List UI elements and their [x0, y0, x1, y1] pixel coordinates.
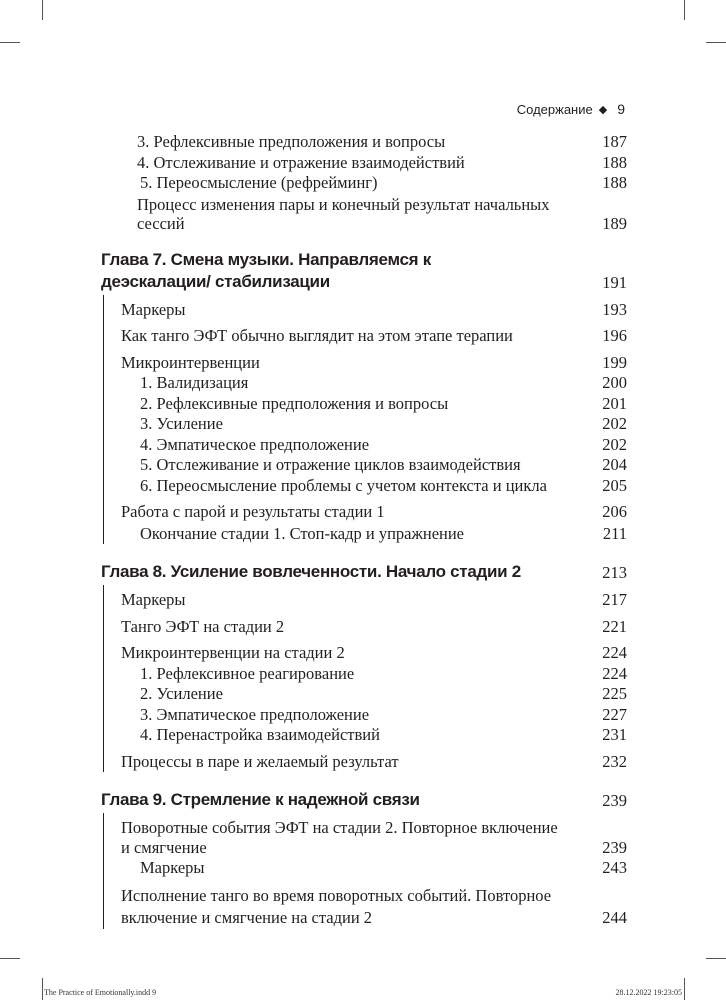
toc-entry-page: 224 [602, 643, 627, 662]
toc-entry-page: 211 [602, 523, 627, 543]
toc-entry-page: 196 [602, 326, 627, 345]
toc-entry-page: 206 [602, 502, 627, 521]
toc-entry-title: 5. Переосмысление (рефрейминг) [140, 173, 378, 192]
toc-entry[interactable] [104, 455, 627, 476]
toc-entry-page: 221 [602, 616, 627, 636]
toc-entry[interactable] [101, 153, 627, 174]
toc-entry[interactable] [104, 885, 627, 929]
toc-entry-title: Процессы в паре и желаемый результат [121, 751, 399, 771]
toc-entry-page: 243 [602, 858, 627, 877]
toc-entry-title: 2. Рефлексивные предположения и вопросы [140, 393, 449, 413]
toc-entry[interactable] [104, 818, 627, 858]
toc-entry-title: 6. Переосмысление проблемы с учетом контекста и цикла [140, 475, 547, 495]
toc-entry-title: 4. Эмпатическое предположение [140, 434, 370, 454]
toc-entry[interactable] [104, 752, 627, 773]
crop-mark [684, 0, 685, 20]
toc-entry[interactable] [104, 300, 627, 321]
toc-entry-title: 3. Усиление [140, 414, 223, 433]
toc-entry-title: 3. Эмпатическое предположение [140, 704, 370, 724]
chapter-heading[interactable] [101, 789, 627, 811]
toc-entry-title: 4. Отслеживание и отражение взаимодействий [137, 152, 465, 172]
toc-entry-page: 199 [602, 352, 627, 372]
crop-mark [42, 0, 43, 20]
toc-entry[interactable] [104, 524, 627, 545]
toc-entry-title: Танго ЭФТ на стадии 2 [121, 616, 285, 636]
toc-entry-page: 227 [602, 704, 627, 724]
toc-entry[interactable] [104, 617, 627, 638]
toc-entry-page: 204 [602, 455, 627, 474]
toc-entry-page: 202 [602, 414, 627, 433]
toc-entry-page: 224 [602, 663, 627, 683]
toc-entry[interactable] [104, 373, 627, 394]
toc-entry[interactable] [104, 476, 627, 497]
toc-entry-page: 232 [602, 751, 627, 771]
toc-entry-title: Процесс изменения пары и конечный результат начальных сессий [137, 194, 550, 233]
toc-entry-page: 202 [602, 434, 627, 454]
toc-entry[interactable] [104, 394, 627, 415]
toc-entry-title: 3. Рефлексивные предположения и вопросы [137, 132, 446, 151]
crop-mark [706, 42, 726, 43]
toc-entry-title: Маркеры [121, 590, 186, 609]
diamond-icon: ◆ [598, 103, 608, 116]
toc-entry-title: Как танго ЭФТ обычно выглядит на этом этапе терапии [121, 326, 513, 345]
toc-entry-page: 201 [602, 393, 627, 413]
toc-entry[interactable] [104, 435, 627, 456]
toc-entry-page: 200 [602, 373, 627, 392]
toc-entry[interactable] [101, 132, 627, 153]
toc-entry-page: 239 [602, 838, 627, 857]
chapter-page: 213 [602, 563, 627, 582]
toc-entry-page: 188 [602, 173, 627, 192]
toc-entry[interactable] [104, 590, 627, 611]
toc-entry-title: 2. Усиление [140, 684, 223, 703]
chapter-9-section-list [103, 813, 627, 929]
toc-entry-title: 5. Отслеживание и отражение циклов взаимодействия [140, 455, 521, 474]
toc-entry-title: Работа с парой и результаты стадии 1 [121, 502, 385, 521]
toc-entry[interactable] [104, 643, 627, 664]
toc-entry-title: Микроинтервенции [121, 352, 260, 372]
toc-entry[interactable] [104, 725, 627, 746]
chapter-title: Глава 8. Усиление вовлеченности. Начало стадии 2 [101, 562, 521, 581]
toc-entry-title: 1. Рефлексивное реагирование [140, 663, 355, 683]
chapter-7-section-list [103, 295, 627, 545]
chapter-title: Глава 9. Стремление к надежной связи [101, 790, 420, 809]
toc-entry[interactable] [104, 502, 627, 523]
toc-entry-title: 4. Перенастройка взаимодействий [140, 725, 380, 744]
toc-entry[interactable] [104, 353, 627, 374]
toc-entry-page: 193 [602, 299, 627, 319]
toc-entry-title: Маркеры [140, 858, 205, 877]
toc-entry-title: Поворотные события ЭФТ на стадии 2. Повторное включение и смягчение [121, 818, 558, 857]
page-number: 9 [617, 101, 625, 117]
toc-entry-page: 244 [602, 907, 627, 927]
crop-mark [42, 978, 43, 1000]
toc-entry[interactable] [101, 195, 627, 233]
toc-entry-title: 1. Валидизация [140, 373, 249, 392]
toc-entry-title: Исполнение танго во время поворотных событий. Повторное включение и смягчение на стадии 2 [121, 885, 552, 927]
toc-entry[interactable] [104, 705, 627, 726]
toc-entry-title: Микроинтервенции на стадии 2 [121, 643, 345, 662]
toc-entry[interactable] [104, 326, 627, 347]
print-slug-filename: The Practice of Emotionally.indd 9 [44, 988, 157, 997]
chapter-page: 191 [602, 272, 627, 292]
toc-entry[interactable] [101, 173, 627, 194]
chapter-8-section-list [103, 585, 627, 772]
toc-entry-page: 217 [602, 590, 627, 609]
toc-entry-page: 225 [602, 684, 627, 703]
crop-mark [0, 42, 20, 43]
toc-entry[interactable] [104, 684, 627, 705]
toc-entry[interactable] [104, 858, 627, 879]
toc-entry-title: Окончание стадии 1. Стоп-кадр и упражнение [140, 523, 465, 543]
print-slug-timestamp: 28.12.2022 19:23:05 [615, 988, 682, 997]
toc-entry-title: Маркеры [121, 299, 186, 319]
toc-entry[interactable] [104, 414, 627, 435]
toc-entry-page: 188 [602, 152, 627, 172]
toc-entry-page: 187 [602, 132, 627, 151]
chapter-title: Глава 7. Смена музыки. Направляемся к деэскалации/ стабилизации [101, 249, 431, 291]
running-header [517, 101, 625, 117]
chapter-page: 239 [602, 791, 627, 810]
toc-entry-page: 189 [602, 213, 627, 233]
toc-entry-page: 231 [602, 725, 627, 744]
toc-entry[interactable] [104, 664, 627, 685]
toc-entry-page: 205 [602, 475, 627, 495]
running-header-section: Содержание [516, 101, 593, 117]
chapter-heading[interactable] [101, 249, 627, 293]
crop-mark [0, 958, 20, 959]
chapter-heading[interactable] [101, 561, 627, 583]
table-of-contents [101, 132, 627, 929]
crop-mark [706, 958, 726, 959]
crop-mark [684, 978, 685, 1000]
